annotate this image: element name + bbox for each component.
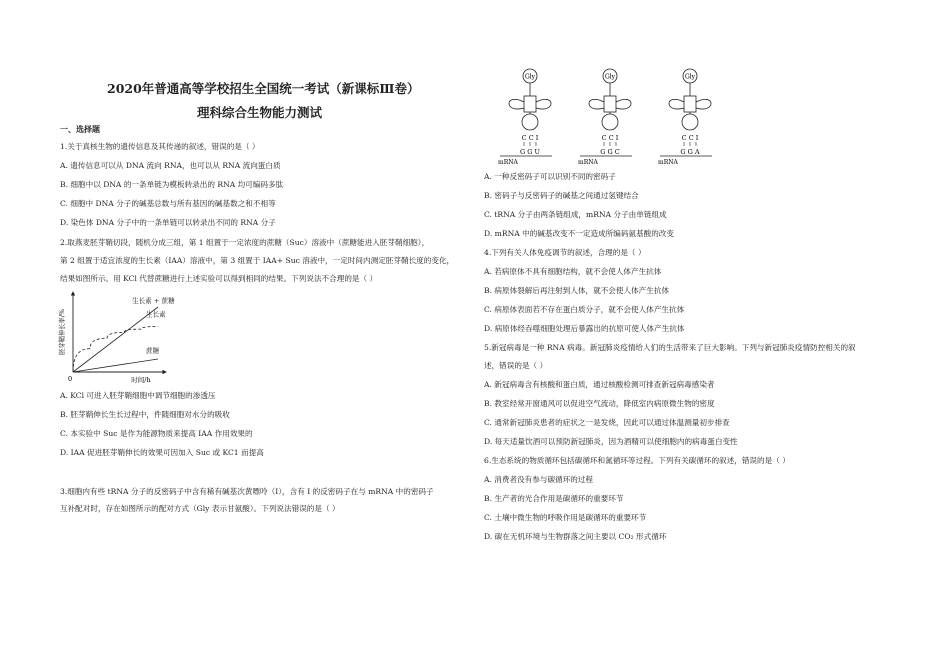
y-axis-label: 胚芽鞘伸长率/% (59, 309, 66, 355)
question-6-option-d: D. 碳在无机环境与生物群落之间主要以 CO₂ 形式循环 (484, 532, 667, 541)
left-loop-1 (509, 99, 524, 109)
right-loop-1 (536, 99, 551, 109)
anticodon-3: C C I (681, 134, 699, 142)
question-5-option-b: B. 教室经常开窗通风可以促进空气流动，降低室内病原微生物的密度 (484, 399, 715, 408)
question-3-stem-line-1: 3.细胞内有些 tRNA 分子的反密码子中含有稀有碱基次黄嘌呤（I），含有 I 的反密码子在与 mRNA 中的密码子 (60, 487, 434, 496)
mrna-label-3: mRNA (658, 159, 678, 166)
trna-body-3 (684, 96, 696, 112)
codon-3: G G A (680, 148, 700, 156)
anticodon-loop-1 (522, 114, 538, 130)
trna-figure (490, 62, 730, 172)
question-4-option-b: B. 病原体裂解后再注射到人体，就不会使人体产生抗体 (484, 286, 670, 295)
question-2-option-d: D. IAA 促进胚芽鞘伸长的效果可因加入 Suc 或 KC1 而提高 (60, 448, 264, 457)
question-6-stem: 6.生态系统的物质循环包括碳循环和氮循环等过程。下列有关碳循环的叙述，错误的是（ ） (484, 456, 790, 465)
question-3-option-c: C. tRNA 分子由两条链组成，mRNA 分子由单链组成 (484, 210, 667, 219)
x-axis-label: 时间/h (131, 376, 151, 384)
series-label-1: 生长素 + 蔗糖 (132, 297, 175, 305)
question-3-stem-line-2: 互补配对时，存在如图所示的配对方式（Gly 表示甘氨酸）。下列说法错误的是（ ） (60, 504, 340, 513)
gly-label-1: Gly (524, 73, 536, 81)
gly-label-3: Gly (684, 73, 696, 81)
series-label-2: 生长素 (146, 310, 166, 319)
right-loop-3 (696, 99, 711, 109)
exam-subtitle: 理科综合生物能力测试 (197, 105, 323, 120)
question-1-stem: 1.关于真核生物的遗传信息及其传递的叙述，错误的是（ ） (60, 142, 260, 151)
left-loop-2 (589, 99, 604, 109)
right-loop-2 (616, 99, 631, 109)
growth-chart (58, 286, 178, 388)
left-loop-3 (669, 99, 684, 109)
codon-2: G G C (600, 148, 620, 156)
question-3-option-b: B. 密码子与反密码子的碱基之间通过氢键结合 (484, 191, 639, 200)
question-5-stem-line-2: 述，错误的是（ ） (484, 361, 548, 370)
question-2-stem-line-3: 结果如图所示。用 KCl 代替蔗糖进行上述实验可以得到相同的结果。下列说法不合理的是（ ） (60, 274, 378, 283)
question-3-option-a: A. 一种反密码子可以识别不同的密码子 (484, 172, 616, 181)
question-4-option-a: A. 若病原体不具有细胞结构，就不会使人体产生抗体 (484, 267, 662, 276)
question-5-option-c: C. 通常新冠肺炎患者的症状之一是发烧，因此可以通过体温测量初步排查 (484, 418, 730, 427)
anticodon-loop-3 (682, 114, 698, 130)
mrna-label-2: mRNA (578, 159, 598, 166)
question-1-option-a: A. 遗传信息可以从 DNA 流向 RNA，也可以从 RNA 流向蛋白质 (60, 161, 281, 170)
section-heading: 一、选择题 (60, 124, 100, 134)
question-2-stem-line-1: 2.取燕麦胚芽鞘切段，随机分成三组，第 1 组置于一定浓度的蔗糖（Suc）溶液中（蔗糖能进入胚芽鞘细胞）， (60, 238, 430, 247)
question-5-stem-line-1: 5.新冠病毒是一种 RNA 病毒。新冠肺炎疫情给人们的生活带来了巨大影响。下列与新冠肺炎疫情防控相关的叙 (484, 343, 856, 352)
series-label-3: 蔗糖 (146, 347, 160, 355)
question-6-option-c: C. 土壤中微生物的呼吸作用是碳循环的重要环节 (484, 513, 647, 522)
exam-title: 2020年普通高等学校招生全国统一考试（新课标Ⅲ卷） (107, 81, 420, 96)
question-5-option-d: D. 每天适量饮酒可以预防新冠肺炎，因为酒精可以使细胞内的病毒蛋白变性 (484, 437, 738, 446)
question-4-option-c: C. 病原体表面若不存在蛋白质分子，就不会使人体产生抗体 (484, 305, 685, 314)
trna-body-1 (524, 96, 536, 112)
question-1-option-d: D. 染色体 DNA 分子中的一条单链可以转录出不同的 RNA 分子 (60, 218, 276, 227)
mrna-label-1: mRNA (498, 159, 518, 166)
anticodon-1: C C I (521, 134, 539, 142)
question-4-stem: 4.下列有关人体免疫调节的叙述，合理的是（ ） (484, 248, 646, 257)
gly-label-2: Gly (604, 73, 616, 81)
question-1-option-c: C. 细胞中 DNA 分子的碱基总数与所有基因的碱基数之和不相等 (60, 199, 276, 208)
question-1-option-b: B. 细胞中以 DNA 的一条单链为模板转录出的 RNA 均可编码多肽 (60, 180, 284, 189)
question-2-option-b: B. 胚芽鞘伸长生长过程中，件随细胞对水分的吸收 (60, 410, 230, 419)
origin-label: 0 (68, 375, 73, 383)
question-6-option-b: B. 生产者的光合作用是碳循环的重要环节 (484, 494, 624, 503)
anticodon-2: C C I (601, 134, 619, 142)
question-6-option-a: A. 消费者没有参与碳循环的过程 (484, 475, 594, 484)
anticodon-loop-2 (602, 114, 618, 130)
question-2-stem-line-2: 第 2 组置于适宜浓度的生长素（IAA）溶液中，第 3 组置于 IAA+ Suc 溶液中，一定时间内测定胚芽鞘长度的变化， (60, 256, 455, 265)
trna-body-2 (604, 96, 616, 112)
question-5-option-a: A. 新冠病毒含有核酸和蛋白质，通过核酸检测可排查新冠病毒感染者 (484, 380, 715, 389)
question-2-option-c: C. 本实验中 Suc 是作为能源物质来提高 IAA 作用效果的 (60, 429, 253, 438)
question-3-option-d: D. mRNA 中的碱基改变不一定造成所编码氨基酸的改变 (484, 229, 674, 238)
series-line-3 (73, 359, 158, 372)
question-2-option-a: A. KCl 可进入胚芽鞘细胞中调节细胞的渗透压 (60, 391, 216, 400)
question-4-option-d: D. 病原体经吞噬细胞处理后暴露出的抗原可使人体产生抗体 (484, 324, 685, 333)
codon-1: G G U (520, 148, 540, 156)
